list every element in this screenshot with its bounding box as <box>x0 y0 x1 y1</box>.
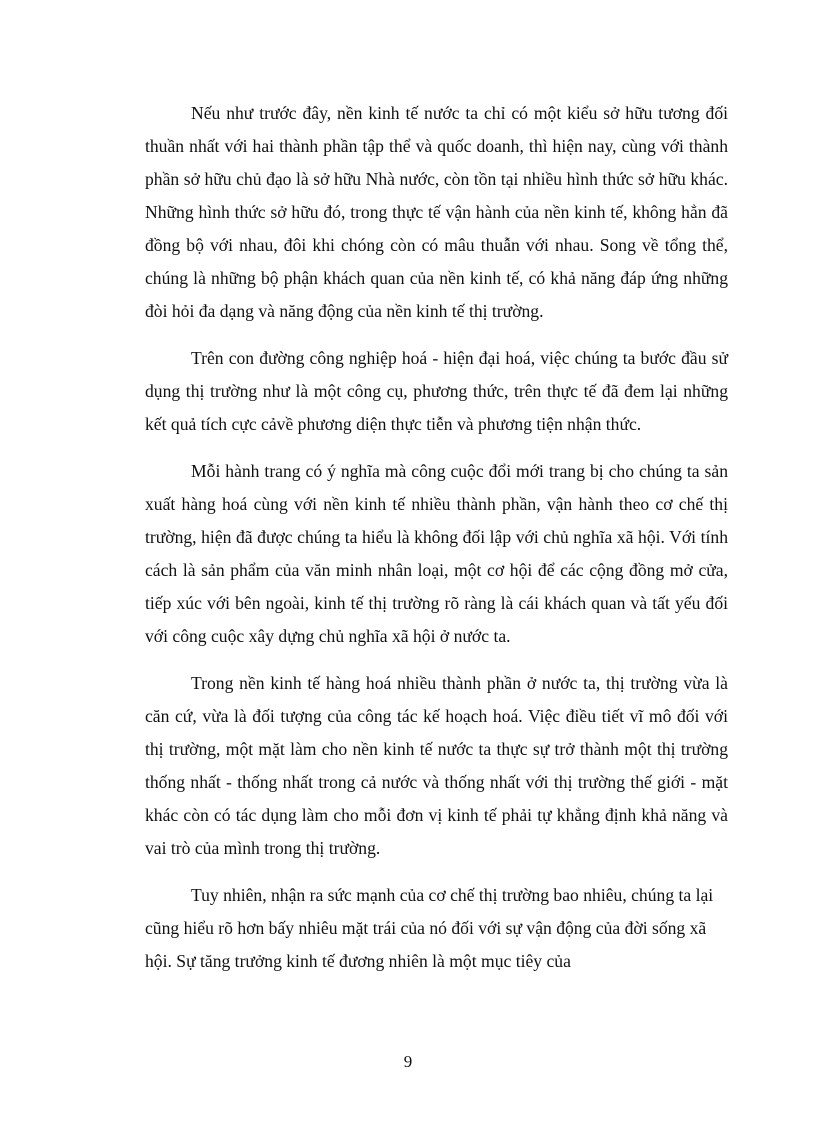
paragraph-1: Nếu như trước đây, nền kinh tế nước ta chỉ có một kiểu sở hữu tương đối thuần nhất với hai thành phần tập thể và quốc doanh, thì hiện nay, cùng với thành phần sở hữu chủ đạo là sở hữu Nhà nước, còn tồn tại nhiều hình thức sở hữu khác. Những hình thức sở hữu đó, trong thực tế vận hành của nền kinh tế, không hẳn đã đồng bộ với nhau, đôi khi chóng còn có mâu thuẫn với nhau. Song về tổng thể, chúng là những bộ phận khách quan của nền kinh tế, có khả năng đáp ứng những đòi hỏi đa dạng và năng động của nền kinh tế thị trường. <box>145 103 728 321</box>
paragraph-5: Tuy nhiên, nhận ra sức mạnh của cơ chế thị trường bao nhiêu, chúng ta lại cũng hiểu rõ hơn bấy nhiêu mặt trái của nó đối với sự vận động của đời sống xã hội. Sự tăng trưởng kinh tế đương nhiên là một mục tiêy của <box>145 885 714 971</box>
paragraph-3: Mỗi hành trang có ý nghĩa mà công cuộc đổi mới trang bị cho chúng ta sản xuất hàng hoá cùng với nền kinh tế nhiều thành phần, vận hành theo cơ chế thị trường, hiện đã được chúng ta hiểu là không đối lập với chủ nghĩa xã hội. Với tính cách là sản phẩm của văn minh nhân loại, một cơ hội để các cộng đồng mở cửa, tiếp xúc với bên ngoài, kinh tế thị trường rõ ràng là cái khách quan và tất yếu đối với công cuộc xây dựng chủ nghĩa xã hội ở nước ta. <box>145 461 728 646</box>
page-number: 9 <box>403 1052 413 1071</box>
paragraph-4: Trong nền kinh tế hàng hoá nhiều thành phần ở nước ta, thị trường vừa là căn cứ, vừa là đối tượng của công tác kế hoạch hoá. Việc điều tiết vĩ mô đối với thị trường, một mặt làm cho nền kinh tế nước ta thực sự trở thành một thị trường thống nhất - thống nhất trong cả nước và thống nhất với thị trường thế giới - mặt khác còn có tác dụng làm cho mỗi đơn vị kinh tế phải tự khẳng định khả năng và vai trò của mình trong thị trường. <box>145 673 728 858</box>
paragraph-2: Trên con đường công nghiệp hoá - hiện đại hoá, việc chúng ta bước đầu sử dụng thị trường như là một công cụ, phương thức, trên thực tế đã đem lại những kết quả tích cực cảvề phương diện thực tiễn và phương tiện nhận thức. <box>145 348 728 434</box>
document-body <box>145 97 728 978</box>
